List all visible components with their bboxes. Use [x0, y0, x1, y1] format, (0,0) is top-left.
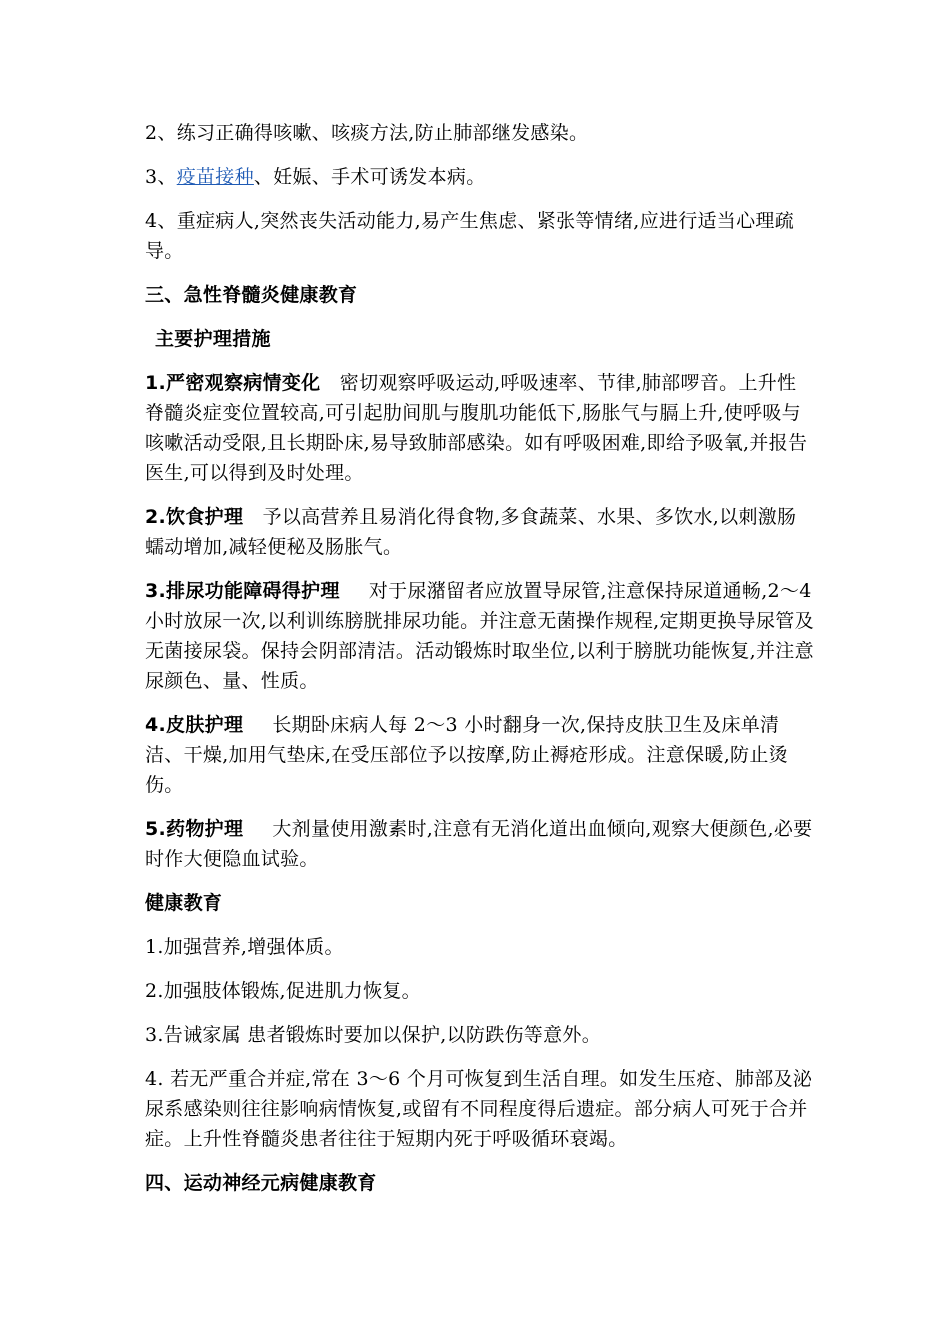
measure-paragraph	[145, 710, 815, 800]
measure-paragraph	[145, 502, 815, 562]
list-item: 4、重症病人,突然丧失活动能力,易产生焦虑、紧张等情绪,应进行适当心理疏导。	[145, 210, 795, 262]
subsection-heading: 主要护理措施	[155, 328, 271, 350]
item-prefix: 3、	[145, 166, 177, 188]
measure-label: 5.药物护理	[145, 818, 244, 840]
measure-label: 2.饮食护理	[145, 506, 244, 528]
list-item: 2.加强肢体锻炼,促进肌力恢复。	[145, 980, 421, 1002]
document-body	[145, 118, 815, 1198]
measure-label: 1.严密观察病情变化	[145, 372, 321, 394]
measure-paragraph	[145, 576, 815, 696]
item-suffix: 、妊娠、手术可诱发本病。	[253, 166, 486, 188]
list-item: 4. 若无严重合并症,常在 3～6 个月可恢复到生活自理。如发生压疮、肺部及泌尿系感染则往往影响病情恢复,或留有不同程度得后遗症。部分病人可死于合并症。上升性脊髓炎患者往往于短期内死于呼吸循环衰竭。	[145, 1068, 813, 1150]
measure-text: 予以高营养且易消化得食物,多食蔬菜、水果、多饮水,以刺激肠蠕动增加,减轻便秘及肠胀气。	[145, 506, 797, 558]
measure-paragraph	[145, 814, 815, 874]
vaccination-link[interactable]: 疫苗接种	[176, 166, 254, 188]
measure-paragraph	[145, 368, 815, 488]
measure-label: 3.排尿功能障碍得护理	[145, 580, 340, 602]
list-item: 3.告诫家属 患者锻炼时要加以保护,以防跌伤等意外。	[145, 1024, 602, 1046]
subsection-heading: 健康教育	[145, 892, 223, 914]
measure-text: 对于尿潴留者应放置导尿管,注意保持尿道通畅,2～4 小时放尿一次,以利训练膀胱排尿功能。并注意无菌操作规程,定期更换导尿管及无菌接尿袋。保持会阴部清洁。活动锻炼时取坐位,以利于膀胱功能恢复,并注意尿颜色、量、性质。	[145, 580, 814, 692]
section-heading: 三、急性脊髓炎健康教育	[145, 284, 358, 306]
list-item: 1.加强营养,增强体质。	[145, 936, 344, 958]
list-item: 2、练习正确得咳嗽、咳痰方法,防止肺部继发感染。	[145, 122, 589, 144]
measure-text: 大剂量使用激素时,注意有无消化道出血倾向,观察大便颜色,必要时作大便隐血试验。	[145, 818, 813, 870]
measure-text: 长期卧床病人每 2～3 小时翻身一次,保持皮肤卫生及床单清洁、干燥,加用气垫床,在受压部位予以按摩,防止褥疮形成。注意保暖,防止烫伤。	[145, 714, 788, 796]
section-heading: 四、运动神经元病健康教育	[145, 1172, 377, 1194]
measure-text: 密切观察呼吸运动,呼吸速率、节律,肺部啰音。上升性脊髓炎症变位置较高,可引起肋间肌与腹肌功能低下,肠胀气与膈上升,使呼吸与咳嗽活动受限,且长期卧床,易导致肺部感染。如有呼吸困难,即给予吸氧,并报告医生,可以得到及时处理。	[145, 372, 808, 484]
list-item	[145, 162, 815, 192]
measure-label: 4.皮肤护理	[145, 714, 244, 736]
